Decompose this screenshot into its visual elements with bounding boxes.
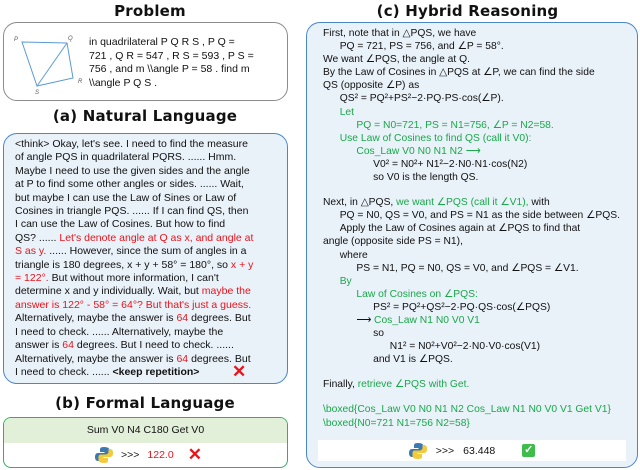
reasoning-line — [323, 301, 620, 314]
reasoning-line — [15, 362, 253, 381]
text-segment: I need to check. ...... — [15, 365, 113, 378]
reasoning-line — [15, 299, 253, 312]
problem-line: \\angle P Q S . — [89, 76, 158, 89]
text-segment: Alternatively, maybe the answer is — [15, 352, 177, 365]
text-segment: degrees. But — [188, 352, 251, 365]
reasoning-line — [323, 353, 620, 366]
reasoning-line — [15, 312, 253, 325]
reasoning-line — [15, 326, 253, 339]
reasoning-line — [323, 262, 620, 275]
python-icon — [409, 442, 427, 460]
vertex-label-r: R — [78, 79, 83, 85]
text-segment: ...... However, since the sum of angles in a — [46, 245, 247, 258]
quadrilateral-figure — [10, 30, 85, 96]
python-prompt: >>> — [121, 449, 140, 461]
formal-step-text: retrieve ∠PQS with Get. — [357, 379, 470, 391]
reasoning-line — [323, 417, 620, 430]
formal-step-text: Let — [339, 106, 355, 118]
reasoning-line — [323, 132, 620, 145]
problem-title: Problem — [114, 2, 186, 20]
reasoning-line — [15, 245, 253, 258]
text-segment: Cosines in triangle PQS. ...... If I can find QS, then — [15, 205, 249, 218]
reasoning-line — [323, 171, 620, 184]
line-gap — [323, 366, 620, 378]
reasoning-line — [323, 119, 620, 132]
formal-language-title: (b) Formal Language — [55, 394, 235, 412]
formal-step-text: Use Law of Cosines to find QS (call it V0): — [339, 132, 532, 144]
formal-step-text: Cos_Law N1 N0 V0 V1 — [374, 314, 480, 326]
line-gap — [323, 184, 620, 196]
formal-step-text: \boxed{N0=721 N1=756 N2=58} — [323, 417, 470, 429]
reasoning-line — [323, 66, 620, 79]
reasoning-line — [323, 288, 620, 301]
reasoning-line — [323, 40, 620, 53]
natural-language-text — [15, 138, 253, 379]
text-segment: where — [339, 249, 368, 261]
text-segment: and V1 is ∠PQS. — [373, 354, 453, 366]
check-icon: ✓ — [524, 444, 534, 456]
reasoning-line — [323, 209, 620, 222]
highlighted-text: x + y — [230, 258, 254, 271]
reasoning-line — [323, 27, 620, 40]
problem-line: 756 , and m \\angle P = 58 . find m — [89, 63, 250, 76]
cross-icon: ✕ — [187, 445, 202, 464]
vertex-label-q: Q — [68, 36, 73, 42]
highlighted-text: = 122°. — [15, 272, 49, 285]
highlighted-text: S as y. — [15, 245, 47, 258]
problem-text — [89, 36, 254, 90]
text-segment: I need to check. ...... Alternatively, maybe the — [15, 325, 224, 338]
reasoning-line — [15, 339, 253, 352]
reasoning-line — [323, 340, 620, 353]
python-icon — [95, 446, 113, 464]
formal-step-text: By — [339, 275, 352, 287]
reasoning-line — [323, 275, 620, 288]
reasoning-line — [15, 353, 253, 366]
text-segment: of angle PQS in quadrilateral PQRS. ...... Hmm. — [15, 151, 237, 164]
text-segment: so — [373, 328, 384, 340]
highlighted-text: 64 — [176, 312, 189, 325]
reasoning-line — [15, 259, 253, 272]
formal-result-row — [95, 446, 202, 464]
reasoning-line — [15, 285, 253, 298]
reasoning-line — [323, 378, 620, 391]
formal-step-text: we want ∠PQS (call it ∠V1), — [396, 197, 529, 209]
text-segment: Apply the Law of Cosines again at ∠PQS to find that — [339, 223, 581, 235]
text-segment: PS = N1, PQ = N0, QS = V0, and ∠PQS = ∠V1. — [356, 262, 579, 274]
reasoning-line — [323, 106, 620, 119]
highlighted-text: answer is 122° - 58° = 64°? But that's just a guess. — [15, 298, 252, 311]
text-segment: ⟶ — [356, 314, 375, 326]
hybrid-result-row — [318, 440, 626, 461]
text-segment: PQ = 721, PS = 756, and ∠P = 58°. — [339, 41, 504, 53]
text-segment: Maybe I need to use the given sides and the angle — [15, 164, 250, 177]
text-segment: But without more information, I can't — [48, 272, 219, 285]
vertex-label-s: S — [35, 90, 40, 96]
highlighted-text: 64 — [62, 339, 74, 352]
hybrid-reasoning-title: (c) Hybrid Reasoning — [376, 2, 559, 20]
highlighted-text: maybe the — [201, 285, 251, 298]
formal-step-text: \boxed{Cos_Law V0 N0 N1 N2 Cos_Law N1 N0 V0 V1 Get V1} — [323, 404, 611, 416]
text-segment: I can use the Law of Cosines. But how to find — [15, 218, 226, 231]
reasoning-line — [15, 218, 253, 231]
reasoning-line — [323, 92, 620, 105]
reasoning-line — [323, 327, 620, 340]
problem-line: in quadrilateral P Q R S , P Q = — [89, 36, 235, 48]
reasoning-line — [323, 403, 620, 416]
reasoning-line — [323, 79, 620, 92]
vertex-label-p: P — [14, 37, 19, 43]
reasoning-line — [15, 232, 253, 245]
text-segment: but maybe I can use the Law of Sines or Law of — [15, 191, 237, 204]
formal-step-text: PQ = N0=721, PS = N1=756, ∠P = N2=58. — [356, 119, 554, 131]
text-segment: degrees. But — [188, 312, 251, 325]
text-segment: First, note that in △PQS, we have — [323, 28, 477, 39]
text-segment: Next, in △PQS, — [323, 197, 397, 209]
reasoning-line — [15, 178, 253, 191]
text-segment: determine x and y individually. Wait, but — [15, 285, 202, 298]
reasoning-line — [323, 145, 620, 158]
formal-program: Sum V0 N4 C180 Get V0 — [4, 418, 287, 443]
python-prompt: >>> — [435, 444, 455, 457]
hybrid-reasoning-text — [323, 27, 620, 430]
reasoning-line — [323, 235, 620, 248]
reasoning-line — [15, 165, 253, 178]
reasoning-line — [15, 151, 253, 164]
reasoning-line — [323, 196, 620, 209]
text-segment: angle (opposite side PS = N1), — [323, 236, 463, 248]
text-segment: with — [528, 197, 550, 209]
reasoning-line — [323, 158, 620, 171]
text-segment: QS? ...... — [15, 231, 60, 244]
text-segment: so V0 is the length QS. — [373, 172, 479, 184]
text-segment: <think> Okay, let's see. I need to find the measure — [15, 138, 248, 150]
formal-step-text: Cos_Law V0 N0 N1 N2 ⟶ — [356, 145, 481, 157]
text-segment: Finally, — [323, 379, 358, 391]
text-segment: at P to find some other angles or sides. ...... Wait, — [15, 178, 244, 191]
text-segment: answer is — [15, 339, 63, 352]
cross-icon: ✕ — [232, 362, 247, 381]
reasoning-line — [15, 205, 253, 218]
text-segment: By the Law of Cosines in △PQS at ∠P, we can find the side — [323, 67, 595, 79]
text-segment: Alternatively, maybe the answer is — [15, 312, 177, 325]
text-segment: PQ = N0, QS = V0, and PS = N1 as the side between ∠PQS. — [339, 210, 620, 222]
reasoning-line — [323, 222, 620, 235]
reasoning-line — [323, 249, 620, 262]
text-segment: We want ∠PQS, the angle at Q. — [323, 54, 470, 66]
problem-line: 721 , Q R = 547 , R S = 593 , P S = — [89, 49, 254, 62]
text-segment: N1² = N0²+V0²−2·N0·V0·cos(V1) — [389, 341, 541, 353]
reasoning-line — [15, 192, 253, 205]
hybrid-result-value: 63.448 — [463, 444, 496, 457]
reasoning-line — [15, 138, 253, 151]
line-gap — [323, 391, 620, 403]
highlighted-text: 64 — [176, 352, 189, 365]
text-segment: V0² = N0²+ N1²−2·N0·N1·cos(N2) — [373, 158, 528, 170]
text-segment: QS² = PQ²+PS²−2·PQ·PS·cos(∠P). — [339, 93, 504, 105]
text-segment: degrees. But I need to check. ...... — [73, 339, 234, 352]
formal-result-value: 122.0 — [147, 449, 174, 461]
formal-step-text: Law of Cosines on ∠PQS: — [356, 288, 478, 300]
reasoning-line — [15, 272, 253, 285]
text-segment: QS (opposite ∠P) as — [323, 80, 420, 92]
highlighted-text: Let's denote angle at Q as x, and angle at — [59, 231, 254, 244]
reasoning-line — [323, 53, 620, 66]
text-segment: PS² = PQ²+QS²−2·PQ·QS·cos(∠PQS) — [373, 301, 551, 313]
natural-language-title: (a) Natural Language — [52, 107, 238, 125]
keep-repetition-tag: <keep repetition> — [112, 365, 200, 378]
text-segment: triangle is 180 degrees, x + y + 58° = 180°, so — [15, 258, 231, 271]
reasoning-line — [323, 314, 620, 327]
